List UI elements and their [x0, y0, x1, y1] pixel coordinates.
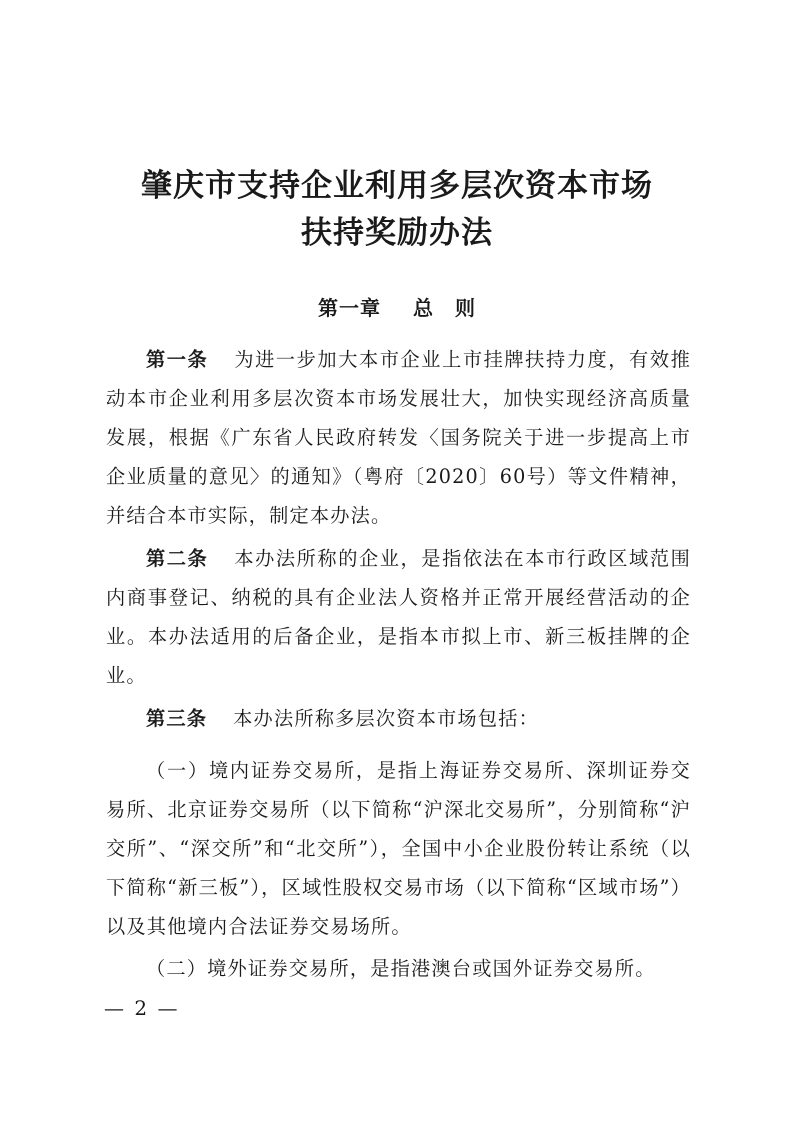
- chapter-heading: [0, 292, 794, 321]
- document-title-line-1: 肇庆市支持企业利用多层次资本市场: [141, 168, 653, 204]
- article-1-label: 第一条: [146, 348, 209, 371]
- article-3-label: 第三条: [146, 707, 208, 730]
- chapter-label: 第一章: [318, 296, 381, 320]
- article-3-text: 本办法所称多层次资本市场包括：: [233, 707, 539, 730]
- article-1: [106, 340, 691, 535]
- document-title-line-2: 扶持奖励办法: [301, 215, 493, 251]
- article-1-text: 为进一步加大本市企业上市挂牌扶持力度，有效推动本市企业利用多层次资本市场发展壮大，加快实现经济高质量发展，根据《广东省人民政府转发〈国务院关于进一步提高上市企业质量的意见〉的通知》（粤府〔2020〕60号）等文件精神，并结合本市实际，制定本办法。: [106, 348, 691, 527]
- article-3: [106, 699, 691, 738]
- article-2: [106, 539, 691, 695]
- article-2-label: 第二条: [146, 547, 209, 570]
- page-number: — 2 —: [104, 996, 180, 1020]
- chapter-name: 总 则: [413, 296, 476, 320]
- article-3-item-1: （一）境内证券交易所，是指上海证券交易所、深圳证券交易所、北京证券交易所（以下简称“沪深北交易所”，分别简称“沪交所”、“深交所”和“北交所”），全国中小企业股份转让系统（以下简称“新三板”），区域性股权交易市场（以下简称“区域市场”）以及其他境内合法证券交易场所。: [106, 759, 691, 938]
- article-3-item-2: （二）境外证券交易所，是指港澳台或国外证券交易所。: [146, 957, 656, 980]
- article-2-text: 本办法所称的企业，是指依法在本市行政区域范围内商事登记、纳税的具有企业法人资格并正常开展经营活动的企业。本办法适用的后备企业，是指本市拟上市、新三板挂牌的企业。: [106, 547, 691, 687]
